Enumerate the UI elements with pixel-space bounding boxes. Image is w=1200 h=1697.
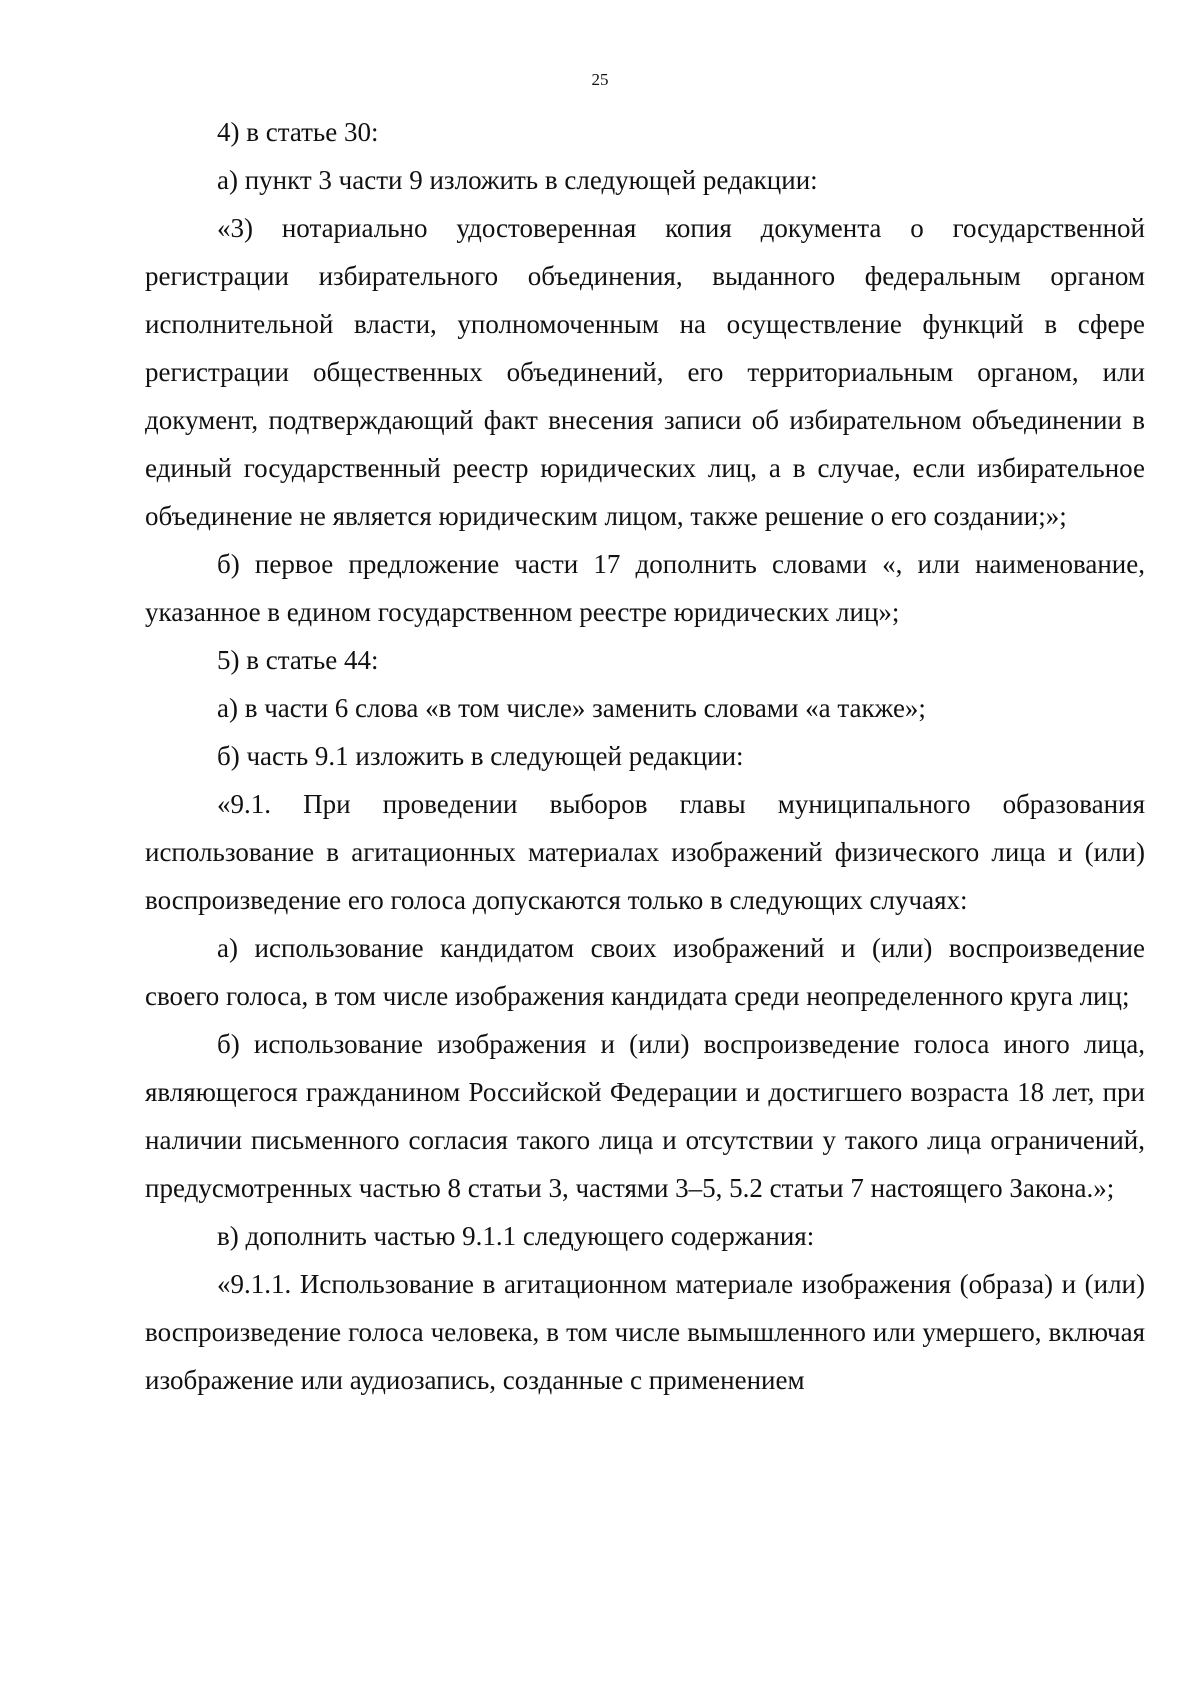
paragraph-item-b-part-17: б) первое предложение части 17 дополнить словами «, или наименование, указанное в едином государственном реестре юридических лиц»; [145, 549, 1145, 627]
document-body [145, 108, 1145, 1404]
paragraph-quoted-part-9-1: «9.1. При проведении выборов главы муниципального образования использование в агитационных материалах изображений физического лица и (или) воспроизведение его голоса допускаются только в следующих случаях: [145, 789, 1145, 915]
page-number: 25 [591, 70, 609, 89]
paragraph-item-a-part-6: а) в части 6 слова «в том числе» заменить словами «а также»; [217, 693, 926, 723]
paragraph-item-v-part-9-1-1: в) дополнить частью 9.1.1 следующего содержания: [217, 1221, 815, 1251]
paragraph-item-a-part-9: а) пункт 3 части 9 изложить в следующей редакции: [217, 165, 818, 195]
paragraph-subitem-a-candidate: а) использование кандидатом своих изображений и (или) воспроизведение своего голоса, в том числе изображения кандидата среди неопределенного круга лиц; [145, 933, 1145, 1011]
paragraph-article-30-heading: 4) в статье 30: [217, 117, 379, 147]
paragraph-item-b-part-9-1: б) часть 9.1 изложить в следующей редакции: [217, 741, 744, 771]
paragraph-subitem-b-other-person: б) использование изображения и (или) воспроизведение голоса иного лица, являющегося гражданином Российской Федерации и достигшего возраста 18 лет, при наличии письменного согласия такого лица и отсутствии у такого лица ограничений, предусмотренных частью 8 статьи 3, частями 3–5, 5.2 статьи 7 настоящего Закона.»; [145, 1029, 1145, 1203]
paragraph-quoted-part-9-1-1: «9.1.1. Использование в агитационном материале изображения (образа) и (или) воспроизведение голоса человека, в том числе вымышленного или умершего, включая изображение или аудиозапись, созданные с применением [145, 1269, 1145, 1395]
paragraph-article-44-heading: 5) в статье 44: [217, 645, 379, 675]
paragraph-quoted-item-3: «3) нотариально удостоверенная копия документа о государственной регистрации избирательного объединения, выданного федеральным органом исполнительной власти, уполномоченным на осуществление функций в сфере регистрации общественных объединений, его территориальным органом, или документ, подтверждающий факт внесения записи об избирательном объединении в единый государственный реестр юридических лиц, а в случае, если избирательное объединение не является юридическим лицом, также решение о его создании;»; [145, 213, 1145, 531]
